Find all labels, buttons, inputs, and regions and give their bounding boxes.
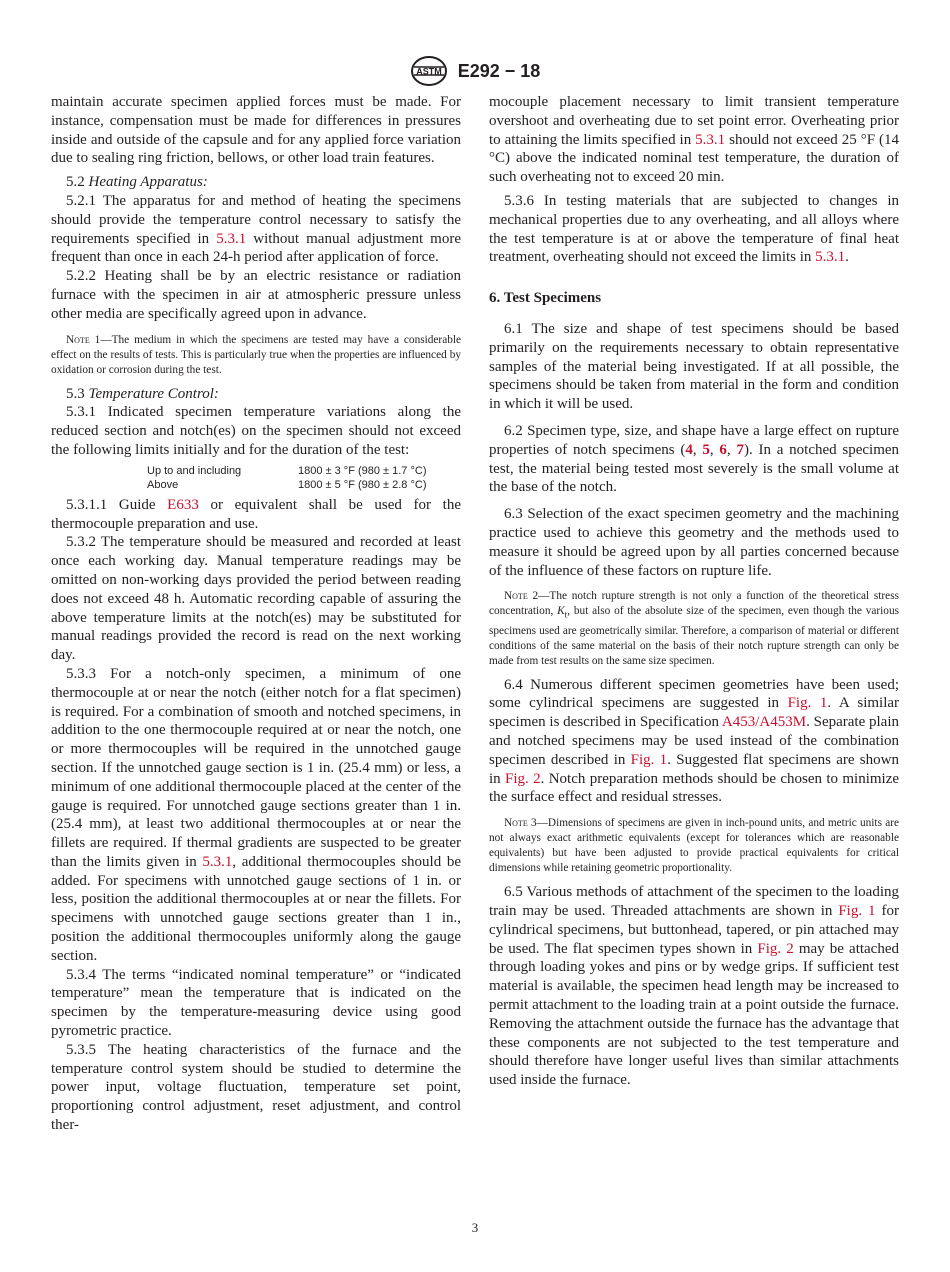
page-header [0,55,950,87]
section-5-3-5: 5.3.5 The heating characteristics of the furnace and the temperature control system should be studied to determine the power input, voltage fluctuation, temperature set point, proportioning control adjustment, reset adjustment, and control ther- [51,1041,461,1134]
figure-link[interactable]: Fig. 2 [757,940,794,957]
table-row: Above 1800 ± 5 °F (980 ± 2.8 °C) [147,478,427,491]
section-5-2-heading: 5.2 Heating Apparatus: [66,174,208,191]
link-5-3-1[interactable]: 5.3.1 [202,853,233,870]
section-5-3-4: 5.3.4 The terms “indicated nominal temperature” or “indicated temperature” mean the temperature that is indicated on the specimen by the temperature-measuring device using good pyrometric practice. [51,966,461,1040]
note-2: Note 2—The notch rupture strength is not only a function of the theoretical stress concentration, $K_t$, but also of the absolute size of the specimen, even though the various specimens used are geometrically similar. Therefore, a comparison of material or different conditions of the same material on the basis of their notch rupture strength can only be made from test results on the same size specimen. [489,590,900,667]
section-5-2-1: 5.2.1 The apparatus for and method of heating the specimens should provide the temperature control necessary to satisfy the requirements specified in 5.3.1 without manual adjustment more frequent than once in each 24-h period after application of force. [51,192,461,266]
figure-link[interactable]: Fig. 1 [630,751,668,768]
page-number: 3 [471,1220,479,1235]
section-5-3-1-1: 5.3.1.1 Guide E633 or equivalent shall be used for the thermocouple preparation and use. [51,496,461,532]
section-6-5: 6.5 Various methods of attachment of the specimen to the loading train may be used. Threaded attachments are shown in Fig. 1 for cylindrical specimens, but buttonhead, tapered, or pin attached may be used. The flat specimen types shown in Fig. 2 may be attached through loading yokes and pins or by wedge grips. If sufficient test material is available, the specimen head length may be increased to permit attachment to the loading train at a point outside the furnace. Removing the attachment outside the furnace has the advantage that these components are not subjected to the test temperature and should therefore have longer useful lives than similar attachments used inside the furnace. [489,884,899,1089]
section-6-2: 6.2 Specimen type, size, and shape have a large effect on rupture properties of notch specimens (4, 5, 6, 7). In a notched specimen test, the material being tested most severely is the small volume at the base of the notch. [489,422,900,496]
section-5-3-heading: 5.3 Temperature Control: [66,385,219,402]
link-5-3-1[interactable]: 5.3.1 [216,230,247,247]
link-e633[interactable]: E633 [167,496,199,513]
document-designation: E292 − 18 [457,60,541,81]
section-5-3-6: 5.3.6 In testing materials that are subjected to changes in mechanical properties due to any overheating, and all alloys where the test temperature is at or above the temperature of final heat treatment, overheating should not exceed the limits in 5.3.1. [489,192,899,266]
section-6-1: 6.1 The size and shape of test specimens should be based primarily on the requirements necessary to obtain representative samples of the material being investigated. If at all possible, the specimens should be taken from material in the form and condition in which it will be used. [489,320,899,413]
link-5-3-1[interactable]: 5.3.1 [695,131,726,148]
section-6-heading: 6. Test Specimens [489,290,602,307]
section-6-3: 6.3 Selection of the exact specimen geometry and the machining practice used to achieve this geometry and the methods used to measure it should be agreed upon by all parties concerned because of the influence of these factors on rupture life. [489,506,899,579]
reference-link[interactable]: 6 [719,441,727,458]
svg-text:ASTM: ASTM [415,66,442,77]
figure-link[interactable]: Fig. 2 [505,770,541,787]
figure-link[interactable]: Fig. 1 [838,902,876,919]
reference-link[interactable]: 5 [702,441,710,458]
section-5-3-1: 5.3.1 Indicated specimen temperature variations along the reduced section and notch(es) on the specimen should not exceed the following limits initially and for the duration of the test: [51,404,461,458]
note-3: Note 3—Dimensions of specimens are given in inch-pound units, and metric units are not always exact arithmetic equivalents (except for tolerances which are reasonable equivalents) but have been adjusted to provide practical equivalents for critical dimensions while retaining geometric proportionality. [489,817,900,875]
section-5-3-2: 5.3.2 The temperature should be measured and recorded at least once each working day. Manual temperature readings may be omitted on non-working days provided the period between reading does not exceed 48 h. Automatic recording capable of assuring the above temperature limits at the notch(es) may be substituted for manual readings provided the record is read on the next working day. [51,534,461,664]
note-1: Note 1—The medium in which the specimens are tested may have a considerable effect on the results of tests. This is particularly true when the properties are influenced by oxidation or corrosion during the test. [51,333,462,376]
section-6-4: 6.4 Numerous different specimen geometries have been used; some cylindrical specimens are suggested in Fig. 1. A similar specimen is described in Specification A453/A453M. Separate plain and notched specimens may be used instead of the combination specimen described in Fig. 1. Suggested flat specimens are shown in Fig. 2. Notch preparation methods should be chosen to minimize the surface effect and residual stresses. [489,676,900,806]
astm-logo-icon [410,55,448,87]
reference-link[interactable]: 4 [685,441,693,458]
reference-link[interactable]: 7 [736,441,744,458]
spec-link[interactable]: A453/A453M [721,714,807,731]
right-column [489,93,899,1090]
table-row: Up to and including 1800 ± 3 °F (980 ± 1.7 °C) [147,464,427,477]
paragraph-continuation: maintain accurate specimen applied forces must be made. For instance, compensation must be made for differences in pressures inside and outside of the capsule and for any applied force variation due to sealing ring friction, bellows, or other load train features. [51,94,461,167]
paragraph-continuation: mocouple placement necessary to limit transient temperature overshoot and overheating due to set point error. Overheating prior to attaining the limits specified in 5.3.1 should not exceed 25 °F (14 °C) above the indicated nominal test temperature, the duration of such overheating not to exceed 20 min. [489,94,899,186]
link-5-3-1[interactable]: 5.3.1 [815,249,846,266]
section-5-2-2: 5.2.2 Heating shall be by an electric resistance or radiation furnace with the specimen in air at atmospheric pressure unless other media are specifically agreed upon in advance. [51,268,461,322]
figure-link[interactable]: Fig. 1 [787,695,828,712]
section-5-3-3: 5.3.3 For a notch-only specimen, a minimum of one thermocouple at or near the notch (either notch for a flat specimen) is required. For a combination of smooth and notched specimens, in addition to the one thermocouple required at or near the notch, one or more thermocouples will be required in the unnotched gauge section. If the unnotched gauge section is 1 in. (25.4 mm) or less, a minimum of one additional thermocouple placed at the center of the gauge is required. For unnotched gauge sections greater than 1 in. (25.4 mm), at least two additional thermocouples at or near the fillets are required. If thermal gradients are suspected to be greater than the limits given in 5.3.1, additional thermocouples should be added. For specimens with unnotched gauge sections of 1 in. or less, position the additional thermocouples at or near the fillets. For specimens with unnotched gauge sections greater than 1 in., position the additional thermocouples uniformly along the gauge section. [51,665,461,964]
left-column [51,93,461,1135]
temperature-limits-table [147,464,427,492]
